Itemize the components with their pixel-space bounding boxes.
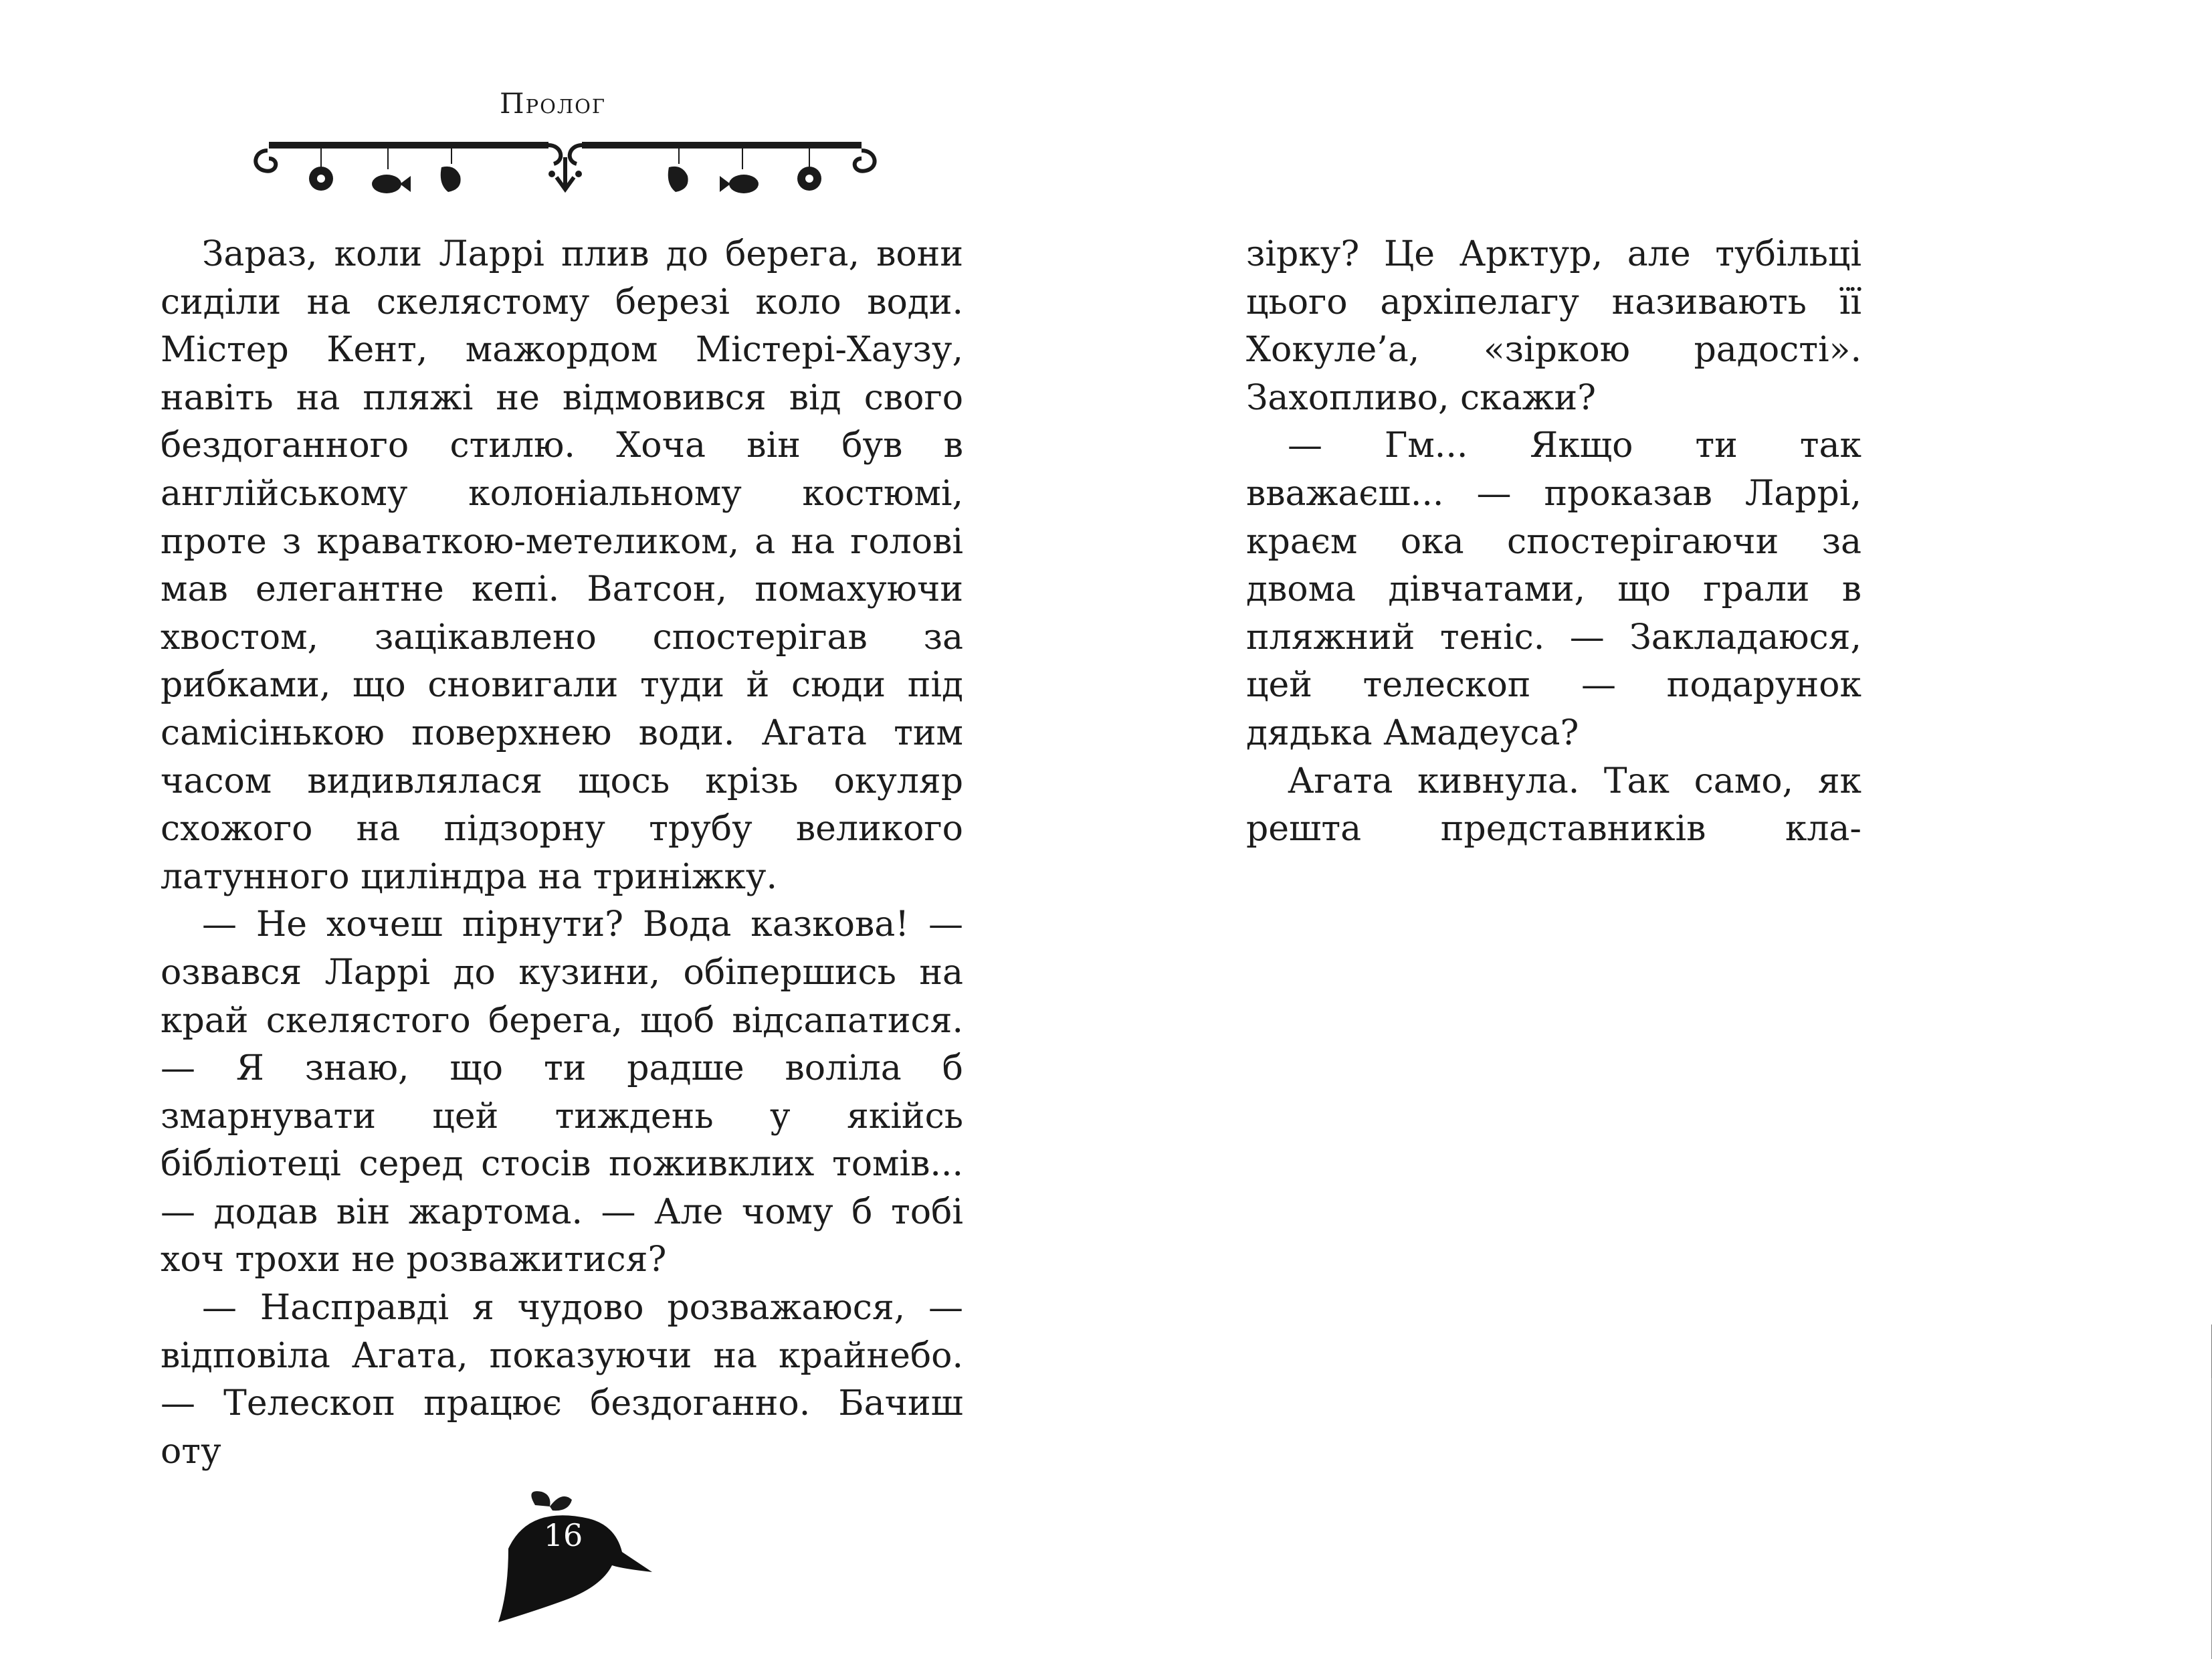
paragraph: Зараз, коли Ларрі плив до берега, вони сиділи на скелястому березі коло води. Містер Кент, мажордом Містері-Хаузу, навіть на пляжі не відмовився від свого бездоганного стилю. Хоча він був в англійському колоніальному костюмі, проте з краваткою-метеликом, а на голові мав елегантне кепі. Ватсон, помахуючи хвостом, зацікавлено спостерігав за рибками, що сновигали туди й сюди під самісінькою поверхнею води. Агата тим часом видивлялася щось крізь окуляр схожого на підзорну трубу великого латунного циліндра на триніжку. xyxy=(161,234,963,897)
paragraph: Агата кивнула. Так само, як решта представників кла- xyxy=(1246,761,1862,850)
chapter-ornament xyxy=(247,130,883,211)
left-page-text xyxy=(161,231,963,1476)
right-page-text xyxy=(1246,231,1862,854)
right-page xyxy=(1106,0,2212,1659)
paragraph: зірку? Це Арктур, але тубільці цього архіпелагу називають її Хокуле’а, «зіркою радості». Захопливо, скажи? xyxy=(1246,234,1862,418)
page-number: 16 xyxy=(543,1517,583,1553)
paragraph: — Не хочеш пірнути? Вода казкова! — озвався Ларрі до кузини, обіпершись на край скелястого берега, щоб відсапатися. — Я знаю, що ти радше воліла б змарнувати цей тиждень у якійсь бібліотеці серед стосів поживклих томів... — додав він жартома. — Але чому б тобі хоч трохи не розважитися? xyxy=(161,904,963,1280)
page-number-badge xyxy=(488,1485,662,1639)
paragraph: — Насправді я чудово розважаюся, — відповіла Агата, показуючи на крайнебо. — Телескоп працює бездоганно. Бачиш оту xyxy=(161,1288,963,1472)
paragraph: — Гм... Якщо ти так вважаєш... — проказав Ларрі, краєм ока спостерігаючи за двома дівчатами, що грали в пляжний теніс. — Закладаюся, цей телескоп — подарунок дядька Амадеуса? xyxy=(1246,425,1862,753)
chapter-title: Пролог xyxy=(499,87,607,120)
